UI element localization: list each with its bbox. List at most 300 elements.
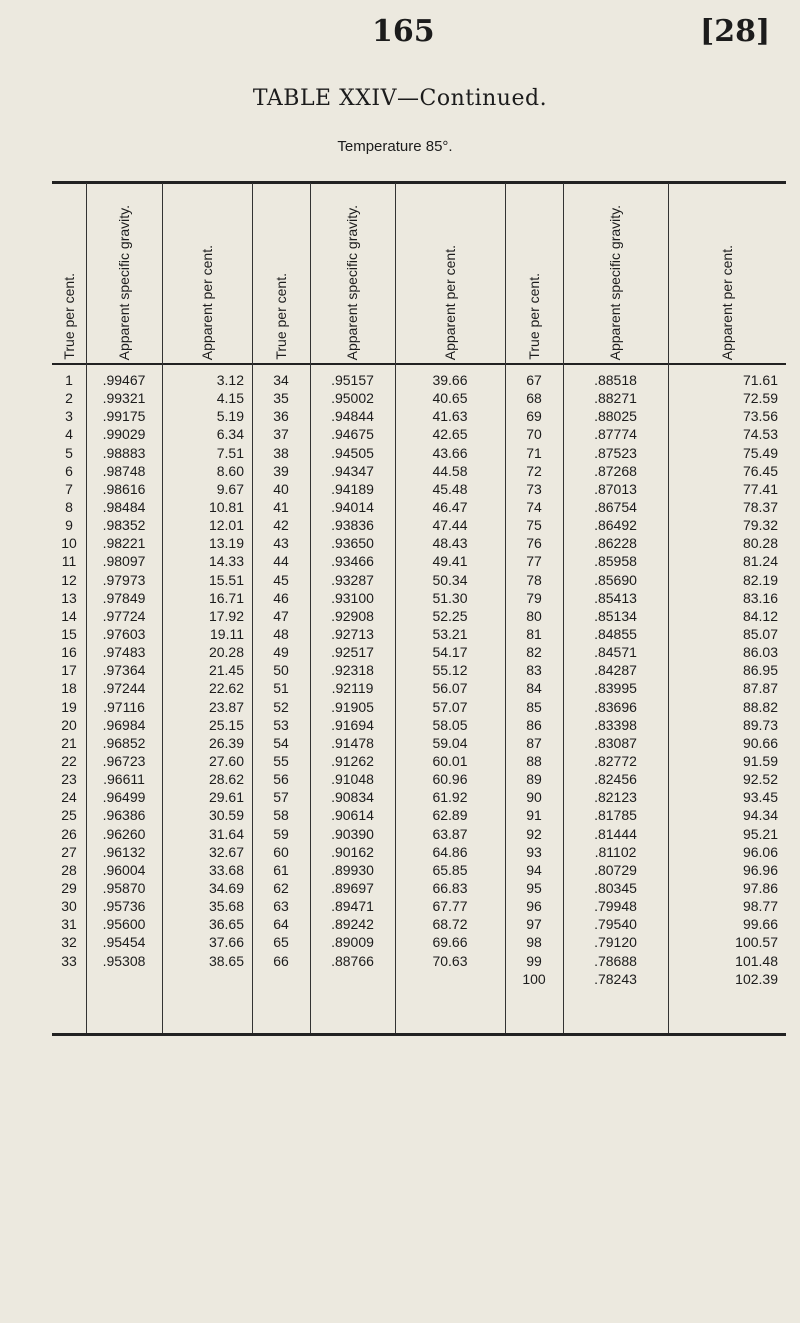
table-cell: 8.60 [216, 462, 244, 479]
table-row [0, 716, 800, 734]
table-cell: .89930 [331, 861, 374, 878]
table-cell: 73.56 [742, 408, 778, 425]
table-cell: .94189 [331, 480, 374, 497]
table-cell: .95736 [102, 898, 146, 915]
table-cell: 54 [273, 734, 289, 751]
table-cell: 59.04 [432, 734, 468, 751]
table-cell: 16 [61, 644, 77, 661]
table-cell: 79 [526, 589, 542, 606]
table-cell: 20.28 [208, 644, 244, 661]
table-cell: 82.19 [742, 571, 778, 588]
table-cell: 89 [526, 771, 542, 788]
table-cell: .95308 [102, 952, 146, 969]
table-cell: 88.82 [742, 698, 778, 715]
table-cell: 53.21 [432, 625, 468, 642]
table-cell: 97 [526, 916, 542, 933]
table-row [0, 933, 800, 951]
table-cell: 34 [273, 372, 289, 388]
column-header [162, 186, 252, 360]
table-cell: 61.92 [432, 789, 468, 806]
table-cell: 18 [61, 680, 77, 697]
table-cell: 71.61 [742, 372, 778, 388]
table-cell: 33 [61, 952, 77, 969]
table-cell: .90614 [331, 807, 374, 824]
table-cell: 62 [273, 879, 289, 896]
table-cell: 11 [61, 553, 77, 570]
table-cell: .81102 [594, 843, 637, 860]
table-cell: .93650 [331, 535, 374, 552]
table-cell: 55 [273, 752, 289, 769]
table-cell: 91 [526, 807, 542, 824]
table-cell: 89.73 [742, 716, 778, 733]
table-cell: .97603 [102, 625, 146, 642]
table-cell: 86.95 [742, 662, 778, 679]
table-cell: 64 [273, 916, 289, 933]
column-header [505, 186, 563, 360]
table-cell: 90 [526, 789, 542, 806]
table-cell: 19.11 [210, 625, 244, 642]
table-cell: 83.16 [742, 589, 778, 606]
table-row [0, 589, 800, 607]
table-cell: .91048 [331, 771, 374, 788]
table-cell: .94347 [331, 462, 374, 479]
table-cell: .89009 [331, 934, 374, 951]
table-cell: .79120 [594, 934, 637, 951]
table-cell: 9 [65, 517, 73, 534]
table-cell: 2 [65, 390, 73, 407]
table-cell: .98484 [102, 498, 146, 515]
table-cell: .82772 [594, 752, 637, 769]
table-row [0, 371, 800, 389]
table-cell: 33.68 [208, 861, 244, 878]
table-cell: 93 [526, 843, 542, 860]
table-cell: 62.89 [432, 807, 468, 824]
table-cell: 93.45 [742, 789, 778, 806]
table-cell: 4 [65, 426, 73, 443]
table-cell: .95870 [102, 879, 146, 896]
table-cell: 7 [65, 480, 73, 497]
table-cell: .90834 [331, 789, 374, 806]
table-cell: .94014 [331, 498, 374, 515]
table-row [0, 915, 800, 933]
table-cell: .97116 [103, 698, 145, 715]
table-cell: 71 [526, 444, 542, 461]
table-cell: .84287 [594, 662, 637, 679]
table-row [0, 389, 800, 407]
table-cell: .82123 [594, 789, 637, 806]
table-cell: .85413 [594, 589, 637, 606]
table-cell: .80729 [594, 861, 637, 878]
table-cell: 82 [526, 644, 542, 661]
table-cell: .85134 [594, 607, 637, 624]
table-cell: 21.45 [208, 662, 244, 679]
table-cell: 15 [61, 625, 77, 642]
table-cell: 77 [526, 553, 542, 570]
table-cell: 6.34 [216, 426, 244, 443]
table-cell: 69 [526, 408, 542, 425]
table-cell: 64.86 [432, 843, 468, 860]
table-cell: .89471 [331, 898, 374, 915]
column-header [52, 186, 86, 360]
table-cell: 68 [526, 390, 542, 407]
table-cell: 30.59 [208, 807, 244, 824]
table-cell: 69.66 [432, 934, 468, 951]
table-cell: 48.43 [432, 535, 468, 552]
table-cell: .96260 [102, 825, 146, 842]
table-cell: .97849 [102, 589, 146, 606]
table-cell: 10.81 [208, 498, 244, 515]
table-cell: .98616 [102, 480, 146, 497]
plate-number: [28] [700, 14, 771, 49]
table-cell: .95002 [331, 390, 374, 407]
table-row [0, 625, 800, 643]
table-cell: 78.37 [742, 498, 778, 515]
table-cell: .97364 [102, 662, 146, 679]
table-cell: 99 [526, 952, 542, 969]
table-cell: 27.60 [208, 752, 244, 769]
table-cell: 25.15 [208, 716, 244, 733]
table-cell: 35.68 [208, 898, 244, 915]
table-cell: 44 [273, 553, 289, 570]
table-cell: .96984 [102, 716, 146, 733]
table-cell: 5 [65, 444, 73, 461]
table-cell: 70 [526, 426, 542, 443]
table-cell: .95157 [331, 372, 374, 388]
table-cell: 14.33 [208, 553, 244, 570]
table-cell: 23.87 [208, 698, 244, 715]
table-cell: .88025 [594, 408, 637, 425]
table-row [0, 462, 800, 480]
table-cell: 85 [526, 698, 542, 715]
table-cell: 14 [61, 607, 77, 624]
table-cell: 40.65 [432, 390, 468, 407]
table-cell: 46 [273, 589, 289, 606]
table-cell: 72 [526, 462, 542, 479]
table-cell: 76 [526, 535, 542, 552]
table-cell: 47.44 [432, 517, 468, 534]
table-cell: .83696 [594, 698, 637, 715]
table-row [0, 607, 800, 625]
table-cell: 77.41 [742, 480, 778, 497]
table-cell: 36.65 [208, 916, 244, 933]
table-cell: 38.65 [208, 952, 244, 969]
table-cell: 52.25 [432, 607, 468, 624]
table-cell: .96386 [102, 807, 146, 824]
table-cell: .81785 [594, 807, 637, 824]
table-cell: .94505 [331, 444, 374, 461]
column-header [563, 186, 668, 360]
table-cell: .85690 [594, 571, 637, 588]
table-cell: 28 [61, 861, 77, 878]
table-cell: 20 [61, 716, 77, 733]
table-cell: .83398 [594, 716, 637, 733]
table-row [0, 897, 800, 915]
table-cell: 75.49 [742, 444, 778, 461]
table-cell: 72.59 [742, 390, 778, 407]
table-cell: 37.66 [208, 934, 244, 951]
table-cell: .96004 [102, 861, 146, 878]
table-cell: .96852 [102, 734, 146, 751]
table-cell: 26 [61, 825, 77, 842]
table-cell: 80.28 [742, 535, 778, 552]
table-cell: 23 [61, 771, 77, 788]
table-cell: 29.61 [208, 789, 244, 806]
table-cell: .89242 [331, 916, 374, 933]
table-cell: 45 [273, 571, 289, 588]
table-cell: .98097 [102, 553, 146, 570]
table-cell: .92517 [331, 644, 374, 661]
column-header-label: Apparent specific gravity. [607, 204, 623, 360]
table-cell: .97724 [102, 607, 146, 624]
table-cell: .96499 [102, 789, 146, 806]
table-cell: .98221 [102, 535, 146, 552]
table-cell: 66 [273, 952, 289, 969]
table-cell: .86754 [594, 498, 637, 515]
table-cell: 63 [273, 898, 289, 915]
table-cell: .94844 [331, 408, 374, 425]
table-cell: .97973 [102, 571, 146, 588]
table-cell: 58.05 [432, 716, 468, 733]
table-cell: 56 [273, 771, 289, 788]
table-cell: 81.24 [742, 553, 778, 570]
table-cell: 78 [526, 571, 542, 588]
table-cell: 51 [273, 680, 289, 697]
table-cell: .87774 [594, 426, 637, 443]
table-cell: 1 [65, 372, 73, 388]
table-row [0, 679, 800, 697]
table-row [0, 879, 800, 897]
table-row [0, 698, 800, 716]
table-title: TABLE XXIV—Continued. [252, 86, 548, 111]
table-cell: .87013 [594, 480, 637, 497]
table-cell: .97244 [102, 680, 146, 697]
table-cell: .94675 [331, 426, 374, 443]
table-cell: 49.41 [432, 553, 468, 570]
table-cell: 17.92 [208, 607, 244, 624]
table-cell: 38 [273, 444, 289, 461]
table-cell: 22.62 [208, 680, 244, 697]
table-cell: .86228 [594, 535, 637, 552]
table-cell: .84855 [594, 625, 637, 642]
table-row [0, 806, 800, 824]
table-row [0, 734, 800, 752]
table-cell: 48 [273, 625, 289, 642]
table-row [0, 843, 800, 861]
table-cell: 34.69 [208, 879, 244, 896]
table-cell: 61 [273, 861, 289, 878]
table-cell: 36 [273, 408, 289, 425]
table-cell: 12.01 [208, 517, 244, 534]
table-cell: 87 [526, 734, 542, 751]
table-cell: 74.53 [742, 426, 778, 443]
table-cell: .90162 [331, 843, 374, 860]
table-cell: 30 [61, 898, 77, 915]
table-cell: .99029 [102, 426, 146, 443]
table-cell: 29 [61, 879, 77, 896]
table-row [0, 444, 800, 462]
table-cell: 75 [526, 517, 542, 534]
table-cell: 91.59 [742, 752, 778, 769]
table-cell: .79540 [594, 916, 637, 933]
table-cell: 21 [61, 734, 77, 751]
table-cell: 56.07 [432, 680, 468, 697]
table-cell: .87268 [594, 462, 637, 479]
table-cell: 95 [526, 879, 542, 896]
table-cell: 90.66 [742, 734, 778, 751]
column-header-label: True per cent. [272, 273, 289, 360]
table-cell: 24 [61, 789, 77, 806]
column-header-label: True per cent. [525, 273, 542, 360]
table-row [0, 952, 800, 970]
table-cell: 39 [273, 462, 289, 479]
table-cell: .96132 [102, 843, 146, 860]
table-cell: .96723 [102, 752, 146, 769]
table-subtitle: Temperature 85°. [337, 138, 453, 155]
table-cell: 79.32 [742, 517, 778, 534]
table-cell: 13.19 [208, 535, 244, 552]
table-cell: 92.52 [742, 771, 778, 788]
column-header-label: Apparent per cent. [718, 244, 735, 360]
table-row [0, 643, 800, 661]
table-cell: .96611 [103, 771, 145, 788]
table-cell: 59 [273, 825, 289, 842]
table-cell: 45.48 [432, 480, 468, 497]
table-cell: .92119 [331, 680, 374, 697]
table-cell: .78688 [594, 952, 637, 969]
table-cell: 81 [526, 625, 542, 642]
table-cell: 63.87 [432, 825, 468, 842]
table-row [0, 552, 800, 570]
table-cell: 44.58 [432, 462, 468, 479]
table-cell: .92318 [331, 662, 374, 679]
table-cell: 22 [61, 752, 77, 769]
table-cell: 100 [522, 970, 546, 987]
table-bottom-rule [52, 1033, 786, 1036]
table-cell: .88518 [594, 372, 637, 388]
column-header-label: Apparent specific gravity. [115, 204, 132, 360]
table-row [0, 861, 800, 879]
table-cell: .92713 [331, 625, 374, 642]
table-cell: 10 [61, 535, 77, 552]
column-header [252, 186, 310, 360]
table-cell: 3 [65, 408, 73, 425]
table-cell: 47 [273, 607, 289, 624]
table-cell: 73 [526, 480, 542, 497]
table-cell: .86492 [594, 517, 637, 534]
table-cell: 60.01 [432, 752, 468, 769]
table-cell: .98352 [102, 517, 146, 534]
table-cell: .99321 [102, 390, 146, 407]
table-row [0, 825, 800, 843]
table-cell: 97.86 [742, 879, 778, 896]
table-cell: 16.71 [208, 589, 244, 606]
table-row [0, 970, 800, 988]
table-cell: .93100 [331, 589, 374, 606]
table-cell: 65 [273, 934, 289, 951]
table-cell: 101.48 [735, 952, 778, 969]
table-cell: .84571 [594, 644, 637, 661]
table-cell: .93836 [331, 517, 374, 534]
table-cell: .91905 [331, 698, 374, 715]
table-row [0, 425, 800, 443]
table-cell: 68.72 [432, 916, 468, 933]
table-cell: 32 [61, 934, 77, 951]
table-cell: 60 [273, 843, 289, 860]
table-row [0, 752, 800, 770]
table-cell: .79948 [594, 898, 637, 915]
table-cell: 3.12 [216, 372, 244, 388]
table-row [0, 498, 800, 516]
table-cell: 57.07 [432, 698, 468, 715]
table-row [0, 480, 800, 498]
table-cell: 50.34 [432, 571, 468, 588]
table-cell: 92 [526, 825, 542, 842]
table-cell: .78243 [594, 970, 637, 987]
table-cell: 39.66 [432, 372, 468, 388]
table-cell: 84.12 [742, 607, 778, 624]
column-header [668, 186, 786, 360]
table-cell: .95454 [102, 934, 146, 951]
table-cell: .87523 [594, 444, 637, 461]
table-cell: .91694 [331, 716, 374, 733]
table-cell: 84 [526, 680, 542, 697]
table-cell: 57 [273, 789, 289, 806]
column-header-label: Apparent specific gravity. [344, 204, 360, 360]
table-cell: 96.06 [742, 843, 778, 860]
table-row [0, 571, 800, 589]
table-cell: 66.83 [432, 879, 468, 896]
table-cell: 98 [526, 934, 542, 951]
table-cell: 98.77 [742, 898, 778, 915]
table-cell: 15.51 [208, 571, 244, 588]
table-cell: 83 [526, 662, 542, 679]
column-header-label: True per cent. [60, 273, 77, 360]
column-header [310, 186, 395, 360]
table-cell: 76.45 [742, 462, 778, 479]
table-cell: 27 [61, 843, 77, 860]
table-cell: 40 [273, 480, 289, 497]
table-cell: 46.47 [432, 498, 468, 515]
table-cell: 60.96 [432, 771, 468, 788]
table-cell: 102.39 [735, 970, 778, 987]
table-cell: 7.51 [216, 444, 244, 461]
table-cell: 67.77 [432, 898, 468, 915]
table-cell: .82456 [594, 771, 637, 788]
table-cell: 74 [526, 498, 542, 515]
table-cell: 6 [65, 462, 73, 479]
table-cell: 52 [273, 698, 289, 715]
table-cell: 26.39 [208, 734, 244, 751]
table-cell: 58 [273, 807, 289, 824]
column-header-label: Apparent per cent. [441, 244, 458, 360]
table-cell: .97483 [102, 644, 146, 661]
table-cell: 42 [273, 517, 289, 534]
table-cell: 19 [61, 698, 77, 715]
table-cell: 55.12 [432, 662, 468, 679]
column-header-label: Apparent per cent. [198, 244, 215, 360]
table-row [0, 407, 800, 425]
table-cell: 96 [526, 898, 542, 915]
table-cell: 32.67 [208, 843, 244, 860]
table-cell: 41 [273, 498, 289, 515]
table-cell: 85.07 [742, 625, 778, 642]
table-cell: 42.65 [432, 426, 468, 443]
table-cell: 28.62 [208, 771, 244, 788]
table-row [0, 770, 800, 788]
table-cell: 17 [61, 662, 77, 679]
table-cell: 49 [273, 644, 289, 661]
table-cell: 9.67 [216, 480, 244, 497]
